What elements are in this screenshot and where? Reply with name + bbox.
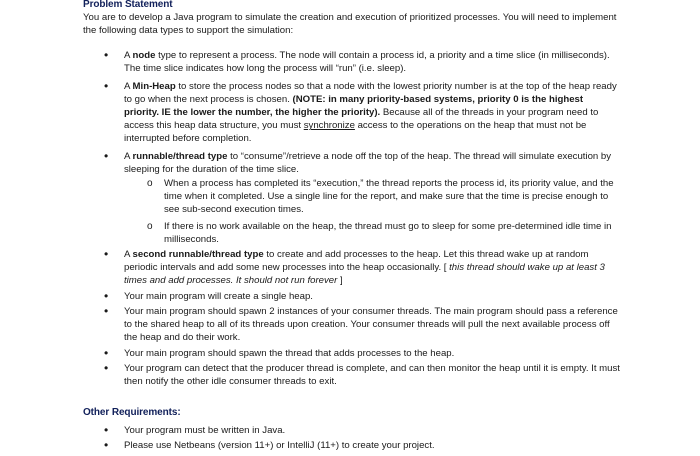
bullet-min-heap: A Min-Heap to store the process nodes so that a node with the lowest priority number is at the top of the heap ready to go when the next process is chosen. (NOTE: in many priority-based systems, priority 0 is the highest priority. IE the lower the number, the higher the priority). Because all of the threads in your program need to access this heap data structure, you must synchronize access to the operations on the heap that must not be interrupted before completion. (124, 81, 617, 145)
bullet-runnable: A runnable/thread type to “consume”/retrieve a node off the top of the heap. The thread will simulate execution by sleeping for the duration of the time slice. (124, 151, 612, 176)
requirement-java: Your program must be written in Java. (124, 425, 286, 436)
requirement-ide: Please use Netbeans (version 11+) or IntelliJ (11+) to create your project. (124, 440, 435, 451)
bullet-glyph: • (104, 247, 109, 261)
bullet-second-runnable: A second runnable/thread type to create and add processes to the heap. Let this thread wake up at random periodic intervals and add some new processes into the heap occasionally. [ this thread should wake up at least 3 times and add processes. It should not run forever ] (124, 249, 605, 287)
bullet-spawn-adder: Your main program should spawn the thread that adds processes to the heap. (124, 348, 455, 359)
bullet-glyph: • (104, 79, 109, 93)
other-requirements-heading: Other Requirements: (83, 407, 181, 418)
sub-bullet-glyph: o (147, 178, 153, 189)
intro-paragraph: You are to develop a Java program to simulate the creation and execution of prioritized processes. You will need to implement the following data types to support the simulation: (83, 12, 617, 37)
sub-bullet-report: When a process has completed its “execution,” the thread reports the process id, its priority value, and the time when it completed. Use a single line for the report, and make sure that the time is precise enough to see sub-second execution times. (164, 178, 614, 216)
sub-bullet-idle: If there is no work available on the heap, the thread must go to sleep for some pre-determined idle time in milliseconds. (164, 221, 612, 246)
problem-statement-heading: Problem Statement (83, 0, 173, 10)
bullet-glyph: • (104, 346, 109, 360)
bullet-glyph: • (104, 361, 109, 375)
bullet-detect-complete: Your program can detect that the producer thread is complete, and can then monitor the heap until it is empty. It must then notify the other idle consumer threads to exit. (124, 363, 620, 388)
bullet-glyph: • (104, 304, 109, 318)
bullet-glyph: • (104, 149, 109, 163)
bullet-single-heap: Your main program will create a single heap. (124, 291, 313, 302)
bullet-node: A node type to represent a process. The node will contain a process id, a priority and a time slice (in milliseconds). The time slice indicates how long the process will “run” (i.e. sleep). (124, 50, 610, 75)
bullet-spawn-consumers: Your main program should spawn 2 instances of your consumer threads. The main program should pass a reference to the shared heap to all of its threads upon creation. Your consumer threads will pull the next available process off the heap and do their work. (124, 306, 618, 344)
bullet-glyph: • (104, 438, 109, 452)
bullet-glyph: • (104, 423, 109, 437)
bullet-glyph: • (104, 48, 109, 62)
bullet-glyph: • (104, 289, 109, 303)
sub-bullet-glyph: o (147, 221, 153, 232)
